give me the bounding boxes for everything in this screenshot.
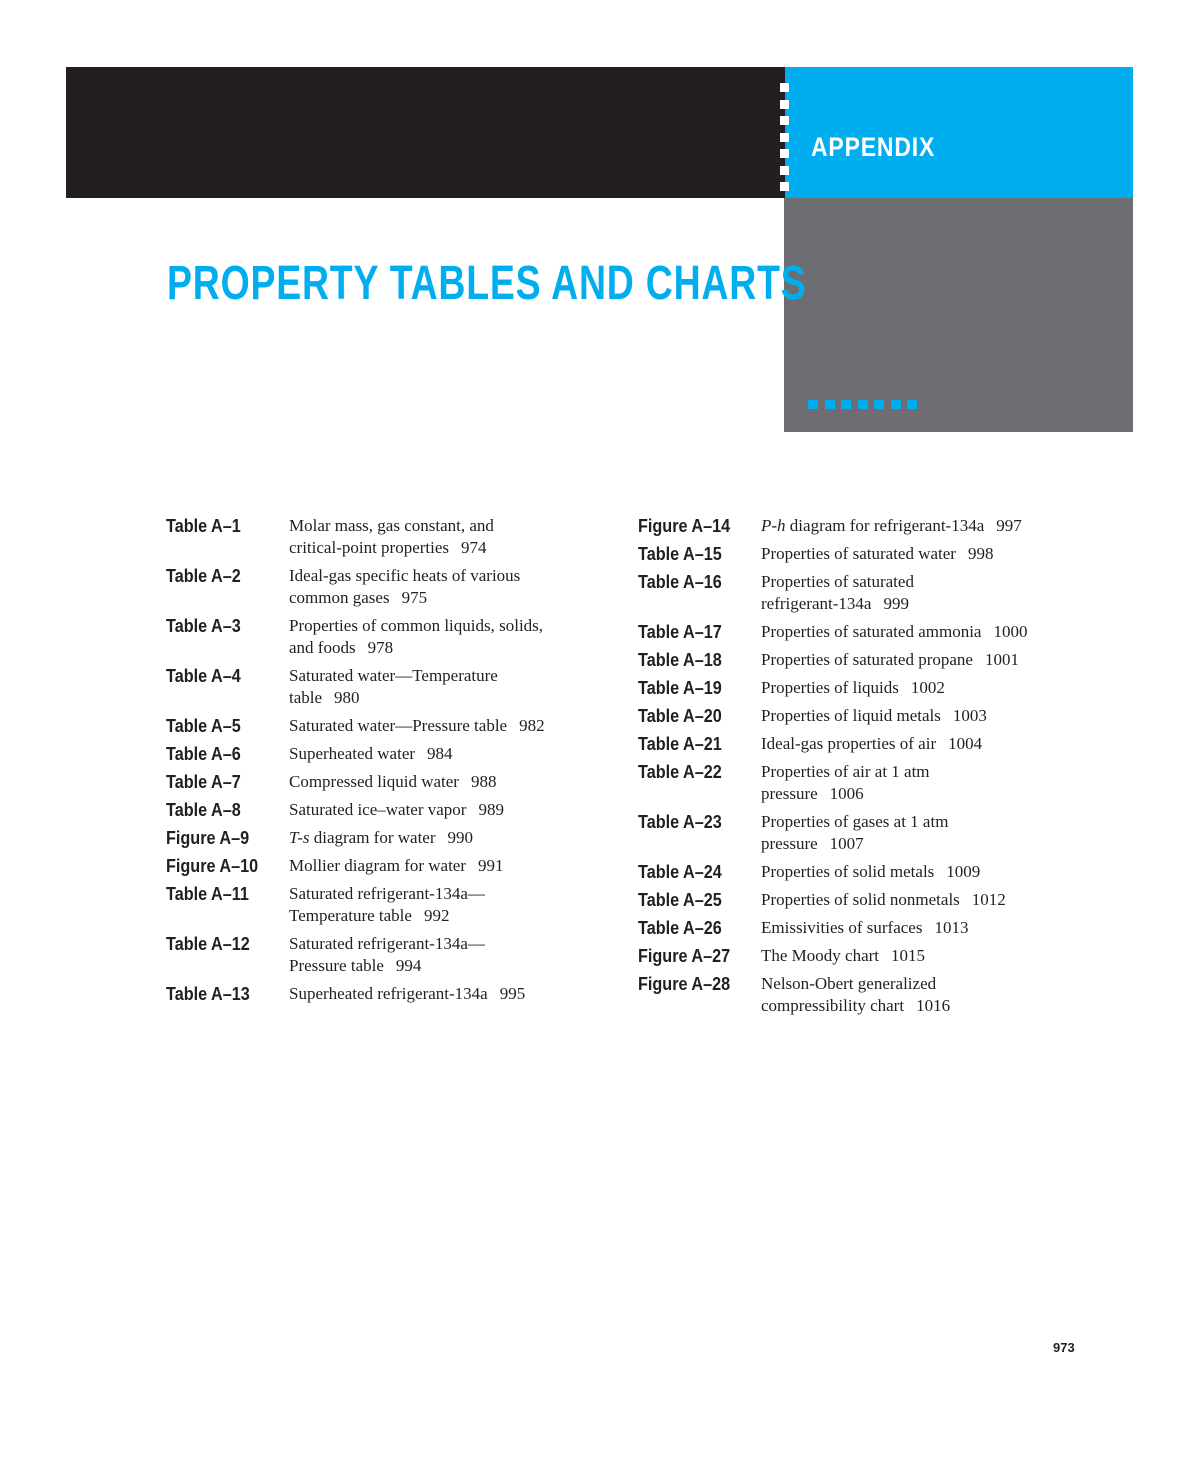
entry-description-line (761, 973, 1071, 995)
entry-page-number[interactable]: 1013 (934, 918, 969, 937)
entry-text: Ideal-gas specific heats of various (289, 566, 521, 585)
white-square (780, 182, 789, 191)
entry-text: Ideal-gas properties of air (761, 734, 937, 753)
entry-text: Properties of gases at 1 atm (761, 812, 949, 831)
entry-page-number[interactable]: 1003 (952, 706, 987, 725)
entry-description (761, 761, 1071, 805)
blue-square (907, 400, 917, 409)
entry-page-number[interactable]: 988 (470, 772, 497, 791)
entry-page-number[interactable]: 982 (519, 716, 545, 735)
entry-page-number[interactable]: 995 (499, 984, 526, 1003)
entry-description (289, 883, 599, 927)
entry-label: Figure A–28 (638, 974, 731, 994)
entry-description (761, 621, 1071, 643)
entry-description (289, 827, 599, 849)
entry-text: pressure (761, 784, 818, 803)
entry-label: Table A–16 (638, 572, 722, 592)
entry-description (761, 543, 1071, 565)
entry-description-line (761, 571, 1071, 593)
blue-square (858, 400, 868, 409)
blue-square (825, 400, 835, 409)
entry-label: Table A–21 (638, 734, 722, 754)
entry-page-number[interactable]: 1015 (891, 946, 926, 965)
contents-entry[interactable] (638, 621, 1071, 643)
entry-label: Table A–20 (638, 706, 722, 726)
entry-label: Figure A–14 (638, 516, 731, 536)
entry-label: Table A–19 (638, 678, 722, 698)
entry-description-line (289, 855, 599, 877)
white-square (780, 166, 789, 175)
white-square (780, 116, 789, 125)
entry-page-number[interactable]: 975 (401, 588, 428, 607)
entry-description-line (289, 565, 599, 587)
entry-text: Saturated water—Pressure table (289, 716, 508, 735)
blue-square (808, 400, 818, 409)
entry-label: Table A–22 (638, 762, 722, 782)
entry-page-number[interactable]: 992 (423, 906, 450, 925)
entry-description-line (761, 649, 1071, 671)
entry-label: Table A–23 (638, 812, 722, 832)
entry-label: Table A–5 (166, 716, 241, 736)
entry-description (761, 649, 1071, 671)
entry-page-number[interactable]: 1009 (946, 862, 981, 881)
contents-entry[interactable] (638, 515, 1071, 537)
entry-text: Superheated water (289, 744, 416, 763)
entry-page-number[interactable]: 1007 (829, 834, 864, 853)
contents-entry[interactable] (166, 743, 599, 765)
entry-description-line (761, 621, 1071, 643)
entry-description (761, 889, 1071, 911)
entry-label: Table A–4 (166, 666, 241, 686)
entry-label: Table A–2 (166, 566, 241, 586)
entry-description-line (761, 733, 1071, 755)
entry-description-line (761, 705, 1071, 727)
entry-description-line (761, 593, 1071, 615)
entry-description-line (289, 515, 599, 537)
entry-label: Table A–18 (638, 650, 722, 670)
contents-entry[interactable] (638, 811, 1071, 855)
contents-entry[interactable] (638, 917, 1071, 939)
entry-text: refrigerant-134a (761, 594, 872, 613)
entry-text: Emissivities of surfaces (761, 918, 923, 937)
entry-page-number[interactable]: 1016 (916, 996, 951, 1015)
blue-square (891, 400, 901, 409)
entry-label: Table A–7 (166, 772, 241, 792)
entry-description (761, 571, 1071, 615)
blue-square (841, 400, 851, 409)
entry-description-line (761, 543, 1071, 565)
entry-description (289, 743, 599, 765)
entry-description (761, 677, 1071, 699)
contents-entry[interactable] (638, 945, 1071, 967)
entry-description (289, 665, 599, 709)
entry-page-number[interactable]: 984 (427, 744, 453, 763)
entry-text: compressibility chart (761, 996, 905, 1015)
entry-page-number[interactable]: 1004 (948, 734, 983, 753)
entry-description-line (289, 933, 599, 955)
entry-text: Properties of liquids (761, 678, 899, 697)
entry-label: Table A–3 (166, 616, 241, 636)
white-square (780, 149, 789, 158)
entry-text: diagram for refrigerant-134a (789, 516, 985, 535)
entry-page-number[interactable]: 991 (478, 856, 504, 875)
entry-label: Table A–15 (638, 544, 722, 564)
entry-text: critical-point properties (289, 538, 450, 557)
entry-description (761, 973, 1071, 1017)
entry-label: Table A–12 (166, 934, 250, 954)
entry-page-number[interactable]: 999 (883, 594, 909, 613)
appendix-label: APPENDIX (811, 132, 936, 162)
entry-page-number[interactable]: 1001 (984, 650, 1019, 669)
entry-text: and foods (289, 638, 356, 657)
contents-entry[interactable] (638, 861, 1071, 883)
entry-description (761, 945, 1071, 967)
contents-entry[interactable] (166, 855, 599, 877)
entry-description (289, 771, 599, 793)
entry-description-line (761, 761, 1071, 783)
contents-entry[interactable] (166, 515, 599, 559)
entry-label: Table A–13 (166, 984, 250, 1004)
contents-entry[interactable] (638, 649, 1071, 671)
entry-label: Figure A–27 (638, 946, 731, 966)
entry-label: Figure A–9 (166, 828, 250, 848)
white-square (780, 100, 789, 109)
entry-text: Properties of saturated water (761, 544, 956, 563)
entry-description-line (289, 715, 599, 737)
entry-description-line (761, 995, 1071, 1017)
entry-label: Table A–6 (166, 744, 241, 764)
contents-entry[interactable] (638, 761, 1071, 805)
entry-page-number[interactable]: 997 (996, 516, 1022, 535)
entry-description-line (289, 799, 599, 821)
entry-description (289, 565, 599, 609)
entry-italic-symbol: P-h (761, 516, 786, 535)
contents-entry[interactable] (166, 615, 599, 659)
entry-description-line (289, 905, 599, 927)
entry-description (289, 615, 599, 659)
entry-description-line (761, 945, 1071, 967)
entry-text: diagram for water (313, 828, 436, 847)
entry-page-number[interactable]: 980 (334, 688, 360, 707)
contents-entry[interactable] (166, 565, 599, 609)
entry-text: Saturated ice–water vapor (289, 800, 467, 819)
contents-left-column (166, 515, 599, 1011)
entry-page-number[interactable]: 994 (395, 956, 422, 975)
entry-description (289, 515, 599, 559)
contents-entry[interactable] (166, 983, 599, 1005)
entry-text: Superheated refrigerant-134a (289, 984, 488, 1003)
entry-page-number[interactable]: 1012 (971, 890, 1006, 909)
entry-description-line (289, 743, 599, 765)
contents-entry[interactable] (166, 827, 599, 849)
entry-description (761, 733, 1071, 755)
entry-description-line (289, 615, 599, 637)
entry-description (761, 705, 1071, 727)
entry-text: Saturated water—Temperature (289, 666, 498, 685)
header-black-band (66, 67, 785, 198)
contents-entry[interactable] (166, 799, 599, 821)
contents-entry[interactable] (638, 543, 1071, 565)
entry-text: The Moody chart (761, 946, 880, 965)
white-square (780, 83, 789, 92)
contents-entry[interactable] (638, 571, 1071, 615)
entry-page-number[interactable]: 998 (967, 544, 994, 563)
entry-text: Molar mass, gas constant, and (289, 516, 494, 535)
entry-text: Properties of saturated propane (761, 650, 973, 669)
entry-description-line (289, 687, 599, 709)
entry-label: Table A–17 (638, 622, 722, 642)
entry-description (289, 715, 599, 737)
entry-description (289, 855, 599, 877)
entry-page-number[interactable]: 1000 (993, 622, 1028, 641)
entry-label: Table A–26 (638, 918, 722, 938)
contents-entry[interactable] (166, 665, 599, 709)
entry-text: Pressure table (289, 956, 384, 975)
entry-description-line (289, 883, 599, 905)
entry-text: Properties of liquid metals (761, 706, 941, 725)
entry-label: Table A–11 (166, 884, 249, 904)
entry-label: Table A–8 (166, 800, 241, 820)
entry-text: Properties of solid nonmetals (761, 890, 960, 909)
entry-description-line (761, 861, 1071, 883)
entry-description (761, 811, 1071, 855)
entry-description (761, 861, 1071, 883)
entry-description-line (761, 515, 1071, 537)
contents-entry[interactable] (638, 733, 1071, 755)
entry-description-line (289, 665, 599, 687)
entry-description-line (289, 771, 599, 793)
entry-text: pressure (761, 834, 818, 853)
entry-text: table (289, 688, 323, 707)
entry-description-line (761, 677, 1071, 699)
contents-entry[interactable] (638, 973, 1071, 1017)
entry-text: Nelson-Obert generalized (761, 974, 937, 993)
contents-entry[interactable] (166, 715, 599, 737)
entry-description-line (289, 587, 599, 609)
entry-label: Figure A–10 (166, 856, 259, 876)
page-title: PROPERTY TABLES AND CHARTS (167, 257, 807, 310)
entry-italic-symbol: T-s (289, 828, 310, 847)
entry-description-line (761, 811, 1071, 833)
entry-description-line (761, 833, 1071, 855)
entry-text: Temperature table (289, 906, 412, 925)
entry-description (289, 983, 599, 1005)
entry-text: Properties of saturated ammonia (761, 622, 982, 641)
entry-text: common gases (289, 588, 390, 607)
page-number: 973 (1053, 1340, 1075, 1355)
entry-description (761, 917, 1071, 939)
entry-page-number[interactable]: 1002 (910, 678, 945, 697)
contents-entry[interactable] (166, 933, 599, 977)
white-square (780, 133, 789, 142)
entry-page-number[interactable]: 1006 (829, 784, 864, 803)
entry-page-number[interactable]: 974 (461, 538, 487, 557)
entry-text: Compressed liquid water (289, 772, 459, 791)
entry-text: Properties of saturated (761, 572, 914, 591)
contents-entry[interactable] (638, 889, 1071, 911)
entry-text: Mollier diagram for water (289, 856, 467, 875)
entry-label: Table A–1 (166, 516, 241, 536)
entry-description-line (289, 637, 599, 659)
header-gray-block (784, 198, 1133, 432)
entry-label: Table A–24 (638, 862, 722, 882)
entry-description-line (289, 537, 599, 559)
entry-description-line (761, 783, 1071, 805)
entry-description-line (761, 889, 1071, 911)
entry-description-line (761, 917, 1071, 939)
entry-description (289, 799, 599, 821)
entry-description-line (289, 955, 599, 977)
entry-description (761, 515, 1071, 537)
contents-entry[interactable] (166, 883, 599, 927)
contents-entry[interactable] (638, 677, 1071, 699)
contents-entry[interactable] (638, 705, 1071, 727)
entry-text: Properties of common liquids, solids, (289, 616, 544, 635)
entry-page-number[interactable]: 978 (367, 638, 394, 657)
entry-text: Saturated refrigerant-134a— (289, 934, 485, 953)
entry-text: Properties of air at 1 atm (761, 762, 930, 781)
entry-description-line (289, 983, 599, 1005)
blue-square (874, 400, 884, 409)
entry-description (289, 933, 599, 977)
contents-right-column (638, 515, 1071, 1023)
entry-page-number[interactable]: 989 (478, 800, 504, 819)
entry-text: Saturated refrigerant-134a— (289, 884, 485, 903)
entry-text: Properties of solid metals (761, 862, 935, 881)
entry-page-number[interactable]: 990 (447, 828, 474, 847)
entry-label: Table A–25 (638, 890, 722, 910)
entry-description-line (289, 827, 599, 849)
contents-entry[interactable] (166, 771, 599, 793)
